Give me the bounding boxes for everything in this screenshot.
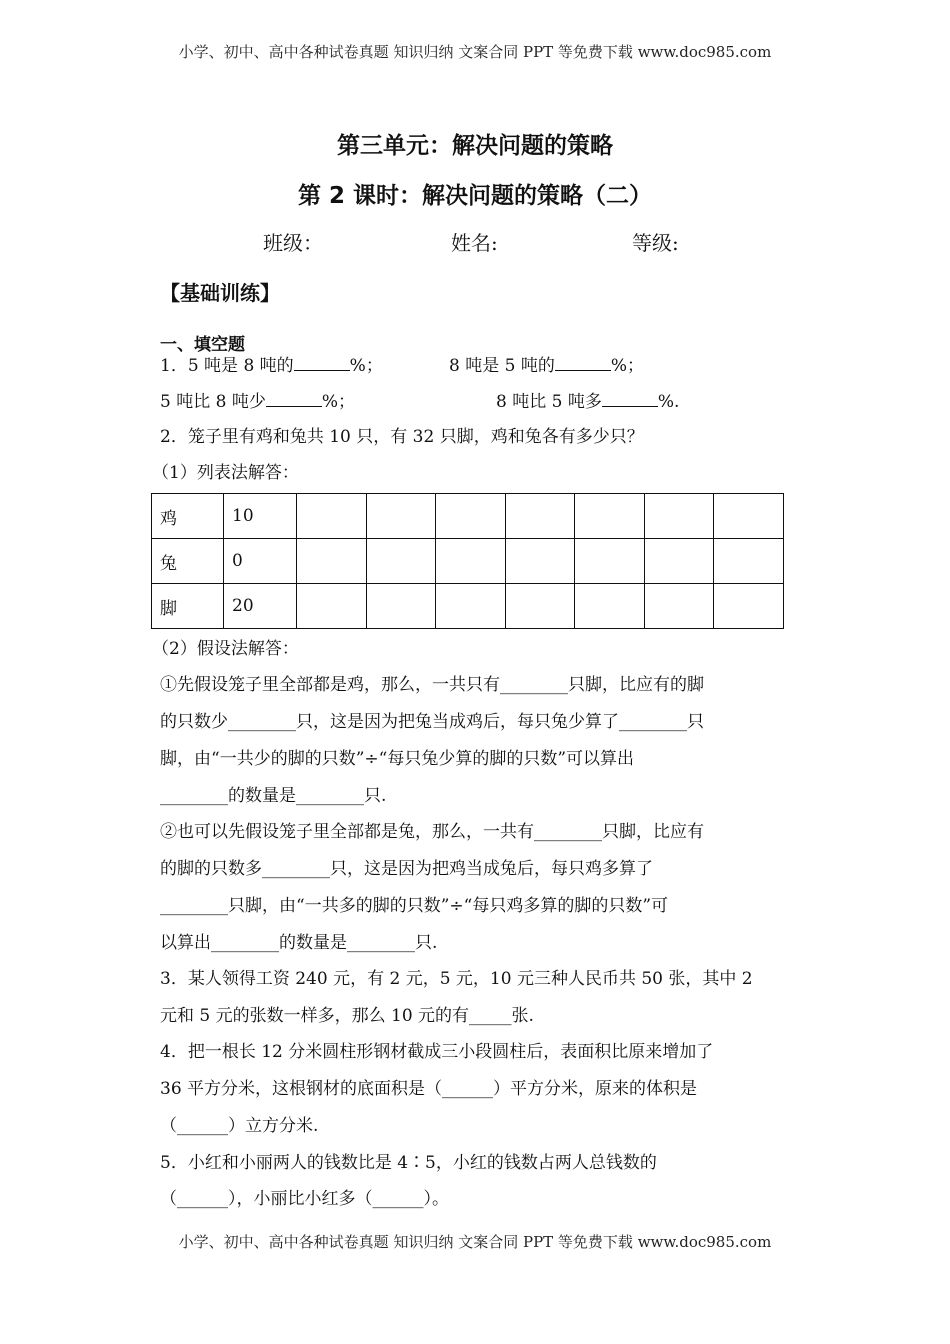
- q1-c-unit: %；: [321, 392, 355, 412]
- class-label: 班级：: [263, 231, 323, 255]
- table-cell[interactable]: [506, 539, 575, 584]
- q2-method1: （1）列表法解答：: [152, 463, 299, 483]
- table-cell[interactable]: [506, 494, 575, 539]
- q1-a-unit: %；: [349, 356, 383, 376]
- q2-p2-line2: 的脚的只数多________只，这是因为把鸡当成兔后，每只鸡多算了: [160, 859, 653, 879]
- table-cell[interactable]: [367, 539, 436, 584]
- q1-b-unit: %；: [610, 356, 644, 376]
- row-label: 脚: [152, 584, 224, 629]
- q2-method2: （2）假设法解答：: [152, 639, 299, 659]
- grade-label: 等级:: [632, 231, 679, 255]
- q1-c-text: 5 吨比 8 吨少: [160, 392, 266, 412]
- name-label: 姓名:: [451, 231, 498, 255]
- q1-line-a: [160, 353, 383, 377]
- table-row: [152, 539, 784, 584]
- table-cell[interactable]: [645, 584, 714, 629]
- q1-line-b: [449, 353, 644, 377]
- table-cell[interactable]: [645, 494, 714, 539]
- q1-d-unit: %.: [657, 392, 680, 412]
- cell-value: 10: [224, 494, 297, 539]
- chicken-rabbit-table: [151, 493, 784, 629]
- q2-p1-line4: ________的数量是________只.: [160, 786, 387, 806]
- row-label: 兔: [152, 539, 224, 584]
- lesson-title: 第 2 课时：解决问题的策略（二）: [297, 183, 653, 209]
- table-cell[interactable]: [506, 584, 575, 629]
- q2-p1-line1: ①先假设笼子里全部都是鸡，那么，一共只有________只脚，比应有的脚: [160, 675, 704, 695]
- q1-b-text: 8 吨是 5 吨的: [449, 356, 555, 376]
- table-cell[interactable]: [714, 584, 784, 629]
- q5-line1: 5．小红和小丽两人的钱数比是 4∶5，小红的钱数占两人总钱数的: [160, 1153, 657, 1173]
- q3-line1: 3．某人领得工资 240 元，有 2 元，5 元，10 元三种人民币共 50 张，其中 2: [160, 969, 753, 989]
- table-cell[interactable]: [436, 539, 506, 584]
- table-cell[interactable]: [367, 494, 436, 539]
- q1-line-d: [496, 389, 679, 413]
- unit-title: 第三单元：解决问题的策略: [337, 133, 613, 159]
- table-cell[interactable]: [367, 584, 436, 629]
- table-cell[interactable]: [575, 539, 645, 584]
- q2-p2-line3: ________只脚，由“一共多的脚的只数”÷“每只鸡多算的脚的只数”可: [160, 896, 669, 916]
- q2-p1-line2: 的只数少________只，这是因为把兔当成鸡后，每只兔少算了________只: [160, 712, 704, 732]
- row-label: 鸡: [152, 494, 224, 539]
- table-row: [152, 494, 784, 539]
- page-header: 小学、初中、高中各种试卷真题 知识归纳 文案合同 PPT 等免费下载 www.doc985.com: [178, 43, 772, 61]
- q3-line2: 元和 5 元的张数一样多，那么 10 元的有_____张.: [160, 1006, 534, 1026]
- table-cell[interactable]: [714, 539, 784, 584]
- q4-line1: 4．把一根长 12 分米圆柱形钢材截成三小段圆柱后，表面积比原来增加了: [160, 1042, 714, 1062]
- q2-stem: 2．笼子里有鸡和兔共 10 只，有 32 只脚，鸡和兔各有多少只？: [160, 427, 644, 447]
- table-cell[interactable]: [436, 494, 506, 539]
- answer-blank[interactable]: [602, 389, 658, 407]
- q1-d-text: 8 吨比 5 吨多: [496, 392, 602, 412]
- table-cell[interactable]: [297, 494, 367, 539]
- cell-value: 20: [224, 584, 297, 629]
- table-cell[interactable]: [645, 539, 714, 584]
- part1-title: 一、填空题: [160, 335, 245, 355]
- answer-blank[interactable]: [294, 353, 350, 371]
- table-cell[interactable]: [297, 584, 367, 629]
- q2-p2-line1: ②也可以先假设笼子里全部都是兔，那么，一共有________只脚，比应有: [160, 822, 704, 842]
- q4-line3: （______）立方分米.: [160, 1116, 319, 1136]
- q2-p2-line4: 以算出________的数量是________只.: [160, 933, 438, 953]
- section-basic-training: 【基础训练】: [160, 281, 280, 305]
- table-cell[interactable]: [575, 494, 645, 539]
- q5-line2: （______），小丽比小红多（______）。: [160, 1189, 449, 1209]
- answer-blank[interactable]: [266, 389, 322, 407]
- table-cell[interactable]: [714, 494, 784, 539]
- cell-value: 0: [224, 539, 297, 584]
- q4-line2: 36 平方分米，这根钢材的底面积是（______）平方分米，原来的体积是: [160, 1079, 698, 1099]
- table-row: [152, 584, 784, 629]
- table-cell[interactable]: [297, 539, 367, 584]
- q2-p1-line3: 脚，由“一共少的脚的只数”÷“每只兔少算的脚的只数”可以算出: [160, 749, 635, 769]
- table-cell[interactable]: [436, 584, 506, 629]
- table-cell[interactable]: [575, 584, 645, 629]
- q1-line-c: [160, 389, 355, 413]
- q1-a-text: 1．5 吨是 8 吨的: [160, 356, 294, 376]
- answer-blank[interactable]: [555, 353, 611, 371]
- page-footer: 小学、初中、高中各种试卷真题 知识归纳 文案合同 PPT 等免费下载 www.doc985.com: [178, 1233, 772, 1251]
